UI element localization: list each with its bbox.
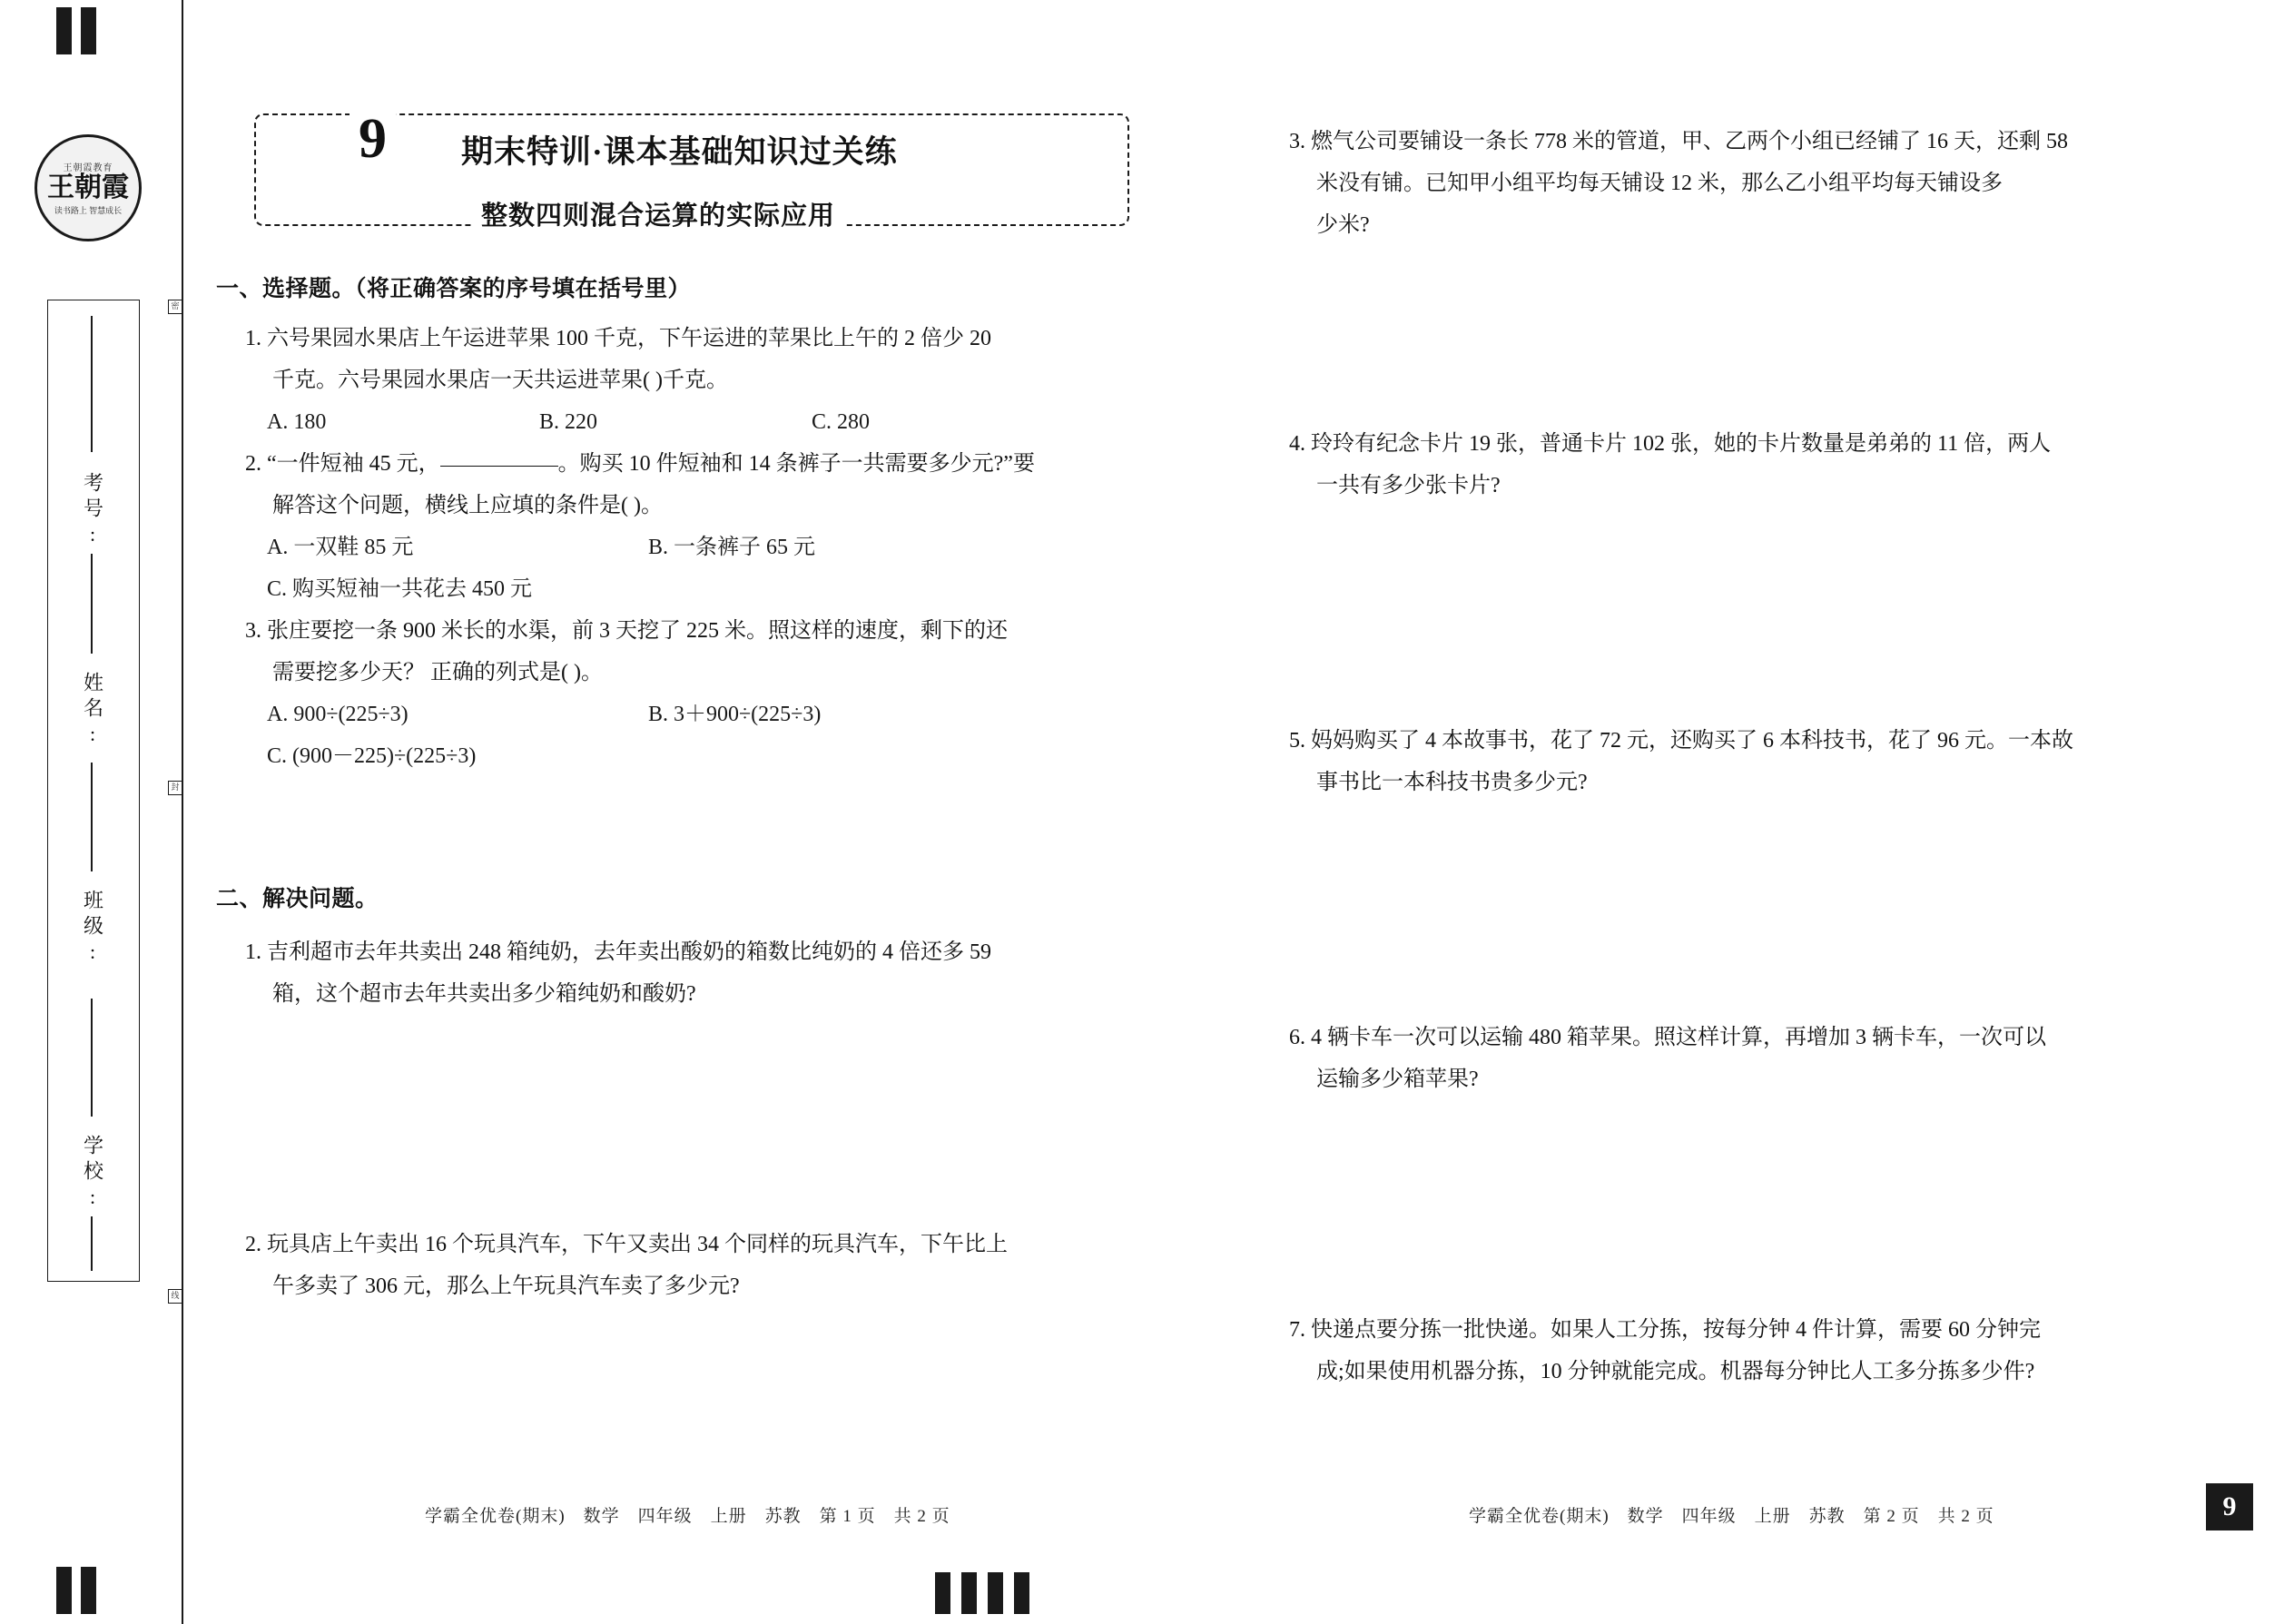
- footer-right: 学霸全优卷(期末) 数学 四年级 上册 苏教 第 2 页 共 2 页: [1469, 1507, 1994, 1526]
- logo-bottom-text: 读书路上 智慧成长: [54, 205, 123, 215]
- s2q4-number: 4.: [1289, 432, 1305, 456]
- q2-line1-b: 。购买 10 件短袖和 14 条裤子一共需要多少元?”要: [557, 452, 1035, 476]
- q2-options-row2: [216, 568, 1233, 610]
- section-two-question-3: [1289, 121, 2269, 423]
- q1-line1: 六号果园水果店上午运进苹果 100 千克，下午运进的苹果比上午的 2 倍少 20: [267, 327, 991, 350]
- s2q6-answer-space[interactable]: [1289, 1100, 2269, 1309]
- section-two-heading: 二、解决问题。: [216, 887, 379, 911]
- s2q2-number: 2.: [245, 1233, 261, 1256]
- q1-option-a[interactable]: A. 180: [267, 410, 327, 434]
- q3-option-c[interactable]: C. (900－225)÷(225÷3): [267, 744, 477, 768]
- q3-line2: 需要挖多少天？ 正确的列式是( )。: [272, 661, 603, 684]
- q1-number: 1.: [245, 327, 261, 350]
- section-one-question-2: [216, 443, 1233, 610]
- s2q1-answer-space[interactable]: [216, 1015, 1233, 1224]
- q3-option-a[interactable]: A. 900÷(225÷3): [267, 703, 409, 726]
- logo-top-text: 王朝霞教育: [63, 163, 113, 174]
- s2q3-number: 3.: [1289, 130, 1305, 153]
- s2q5-number: 5.: [1289, 729, 1305, 753]
- s2q1-line2: 箱，这个超市去年共卖出多少箱纯奶和酸奶?: [272, 982, 696, 1006]
- section-one: [216, 271, 1233, 777]
- page-title: 期末特训·课本基础知识过关练: [454, 127, 905, 172]
- info-divider-5: [91, 1216, 93, 1271]
- bottom-barcode-marks: [935, 1572, 1029, 1614]
- section-one-question-3: [216, 610, 1233, 777]
- logo-main-text: 王朝霞: [47, 172, 129, 203]
- section-two-question-7: [1289, 1309, 2269, 1574]
- q2-option-b[interactable]: B. 一条裤子 65 元: [648, 536, 816, 559]
- s2q3-line2: 米没有铺。已知甲小组平均每天铺设 12 米，那么乙小组平均每天铺设多: [1316, 172, 2003, 195]
- s2q7-number: 7.: [1289, 1318, 1305, 1342]
- q2-line1-a: “一件短袖 45 元，: [267, 452, 440, 476]
- left-margin-column: [0, 0, 182, 1624]
- q3-option-b[interactable]: B. 3＋900÷(225÷3): [648, 703, 822, 726]
- section-two-question-4: [1289, 423, 2269, 720]
- section-two: [216, 881, 1233, 1516]
- right-column: [1289, 121, 2269, 1574]
- q1-line2: 千克。六号果园水果店一天共运进苹果( )千克。: [272, 369, 728, 392]
- section-two-question-2: [216, 1224, 1233, 1516]
- seal-tick-2: 封: [168, 781, 182, 795]
- s2q2-answer-space[interactable]: [216, 1307, 1233, 1516]
- q1-option-b[interactable]: B. 220: [539, 410, 598, 434]
- section-two-question-1: [216, 931, 1233, 1224]
- q2-option-a[interactable]: A. 一双鞋 85 元: [267, 536, 414, 559]
- q2-options-row1: [216, 527, 1233, 568]
- info-field-class: 班级:: [81, 890, 104, 969]
- info-divider-1: [91, 316, 93, 452]
- s2q5-line1: 妈妈购买了 4 本故事书，花了 72 元，还购买了 6 本科技书，花了 96 元。一本故: [1311, 729, 2073, 753]
- q2-number: 2.: [245, 452, 261, 476]
- info-field-name: 姓名:: [81, 672, 104, 751]
- q1-options: [216, 401, 1233, 443]
- page-number-badge: 9: [2206, 1483, 2253, 1530]
- s2q4-line1: 玲玲有纪念卡片 19 张，普通卡片 102 张，她的卡片数量是弟弟的 11 倍，两人: [1311, 432, 2052, 456]
- s2q7-line1: 快递点要分拣一批快递。如果人工分拣，按每分钟 4 件计算，需要 60 分钟完: [1311, 1318, 2041, 1342]
- s2q2-line2: 午多卖了 306 元，那么上午玩具汽车卖了多少元?: [272, 1275, 740, 1298]
- q2-fill-blank[interactable]: [440, 465, 558, 467]
- seal-tick-1: 密: [168, 300, 182, 314]
- info-divider-4: [91, 999, 93, 1117]
- s2q1-number: 1.: [245, 940, 261, 964]
- q2-option-c[interactable]: C. 购买短袖一共花去 450 元: [267, 577, 533, 601]
- info-divider-2: [91, 554, 93, 654]
- s2q6-line2: 运输多少箱苹果?: [1316, 1068, 1479, 1091]
- s2q4-line2: 一共有多少张卡片?: [1316, 474, 1501, 497]
- footer-left: 学霸全优卷(期末) 数学 四年级 上册 苏教 第 1 页 共 2 页: [425, 1507, 950, 1526]
- section-two-question-5: [1289, 720, 2269, 1017]
- q2-line2: 解答这个问题，横线上应填的条件是( )。: [272, 494, 663, 517]
- s2q6-line1: 4 辆卡车一次可以运输 480 箱苹果。照这样计算，再增加 3 辆卡车，一次可以: [1311, 1026, 2046, 1049]
- publisher-logo: [34, 134, 142, 241]
- section-one-heading: 一、选择题。（将正确答案的序号填在括号里）: [216, 277, 692, 301]
- info-field-school: 学校:: [81, 1135, 104, 1214]
- q1-option-c[interactable]: C. 280: [812, 410, 871, 434]
- section-one-question-1: [216, 318, 1233, 443]
- s2q3-answer-space[interactable]: [1289, 246, 2269, 423]
- page-vertical-rule: [182, 0, 183, 1624]
- unit-number: 9: [350, 107, 396, 172]
- seal-tick-3: 线: [168, 1289, 182, 1304]
- s2q3-line1: 燃气公司要铺设一条长 778 米的管道，甲、乙两个小组已经铺了 16 天，还剩 58: [1311, 130, 2068, 153]
- s2q5-line2: 事书比一本科技书贵多少元?: [1316, 771, 1588, 794]
- s2q5-answer-space[interactable]: [1289, 803, 2269, 1017]
- s2q1-line1: 吉利超市去年共卖出 248 箱纯奶，去年卖出酸奶的箱数比纯奶的 4 倍还多 59: [267, 940, 991, 964]
- page-subtitle: 整数四则混合运算的实际应用: [472, 195, 844, 232]
- s2q2-line1: 玩具店上午卖出 16 个玩具汽车，下午又卖出 34 个同样的玩具汽车，下午比上: [267, 1233, 1008, 1256]
- q3-options-row2: [216, 735, 1233, 777]
- s2q4-answer-space[interactable]: [1289, 507, 2269, 720]
- q3-options-row1: [216, 694, 1233, 735]
- info-field-exam-number: 考号:: [81, 472, 104, 551]
- info-divider-3: [91, 763, 93, 871]
- s2q7-answer-space[interactable]: [1289, 1393, 2269, 1574]
- q3-line1: 张庄要挖一条 900 米长的水渠，前 3 天挖了 225 米。照这样的速度，剩下的还: [267, 619, 1008, 643]
- s2q7-line2: 成;如果使用机器分拣，10 分钟就能完成。机器每分钟比人工多分拣多少件?: [1316, 1360, 2035, 1383]
- section-two-question-6: [1289, 1017, 2269, 1309]
- s2q6-number: 6.: [1289, 1026, 1305, 1049]
- q3-number: 3.: [245, 619, 261, 643]
- s2q3-line3: 少米?: [1316, 213, 1370, 237]
